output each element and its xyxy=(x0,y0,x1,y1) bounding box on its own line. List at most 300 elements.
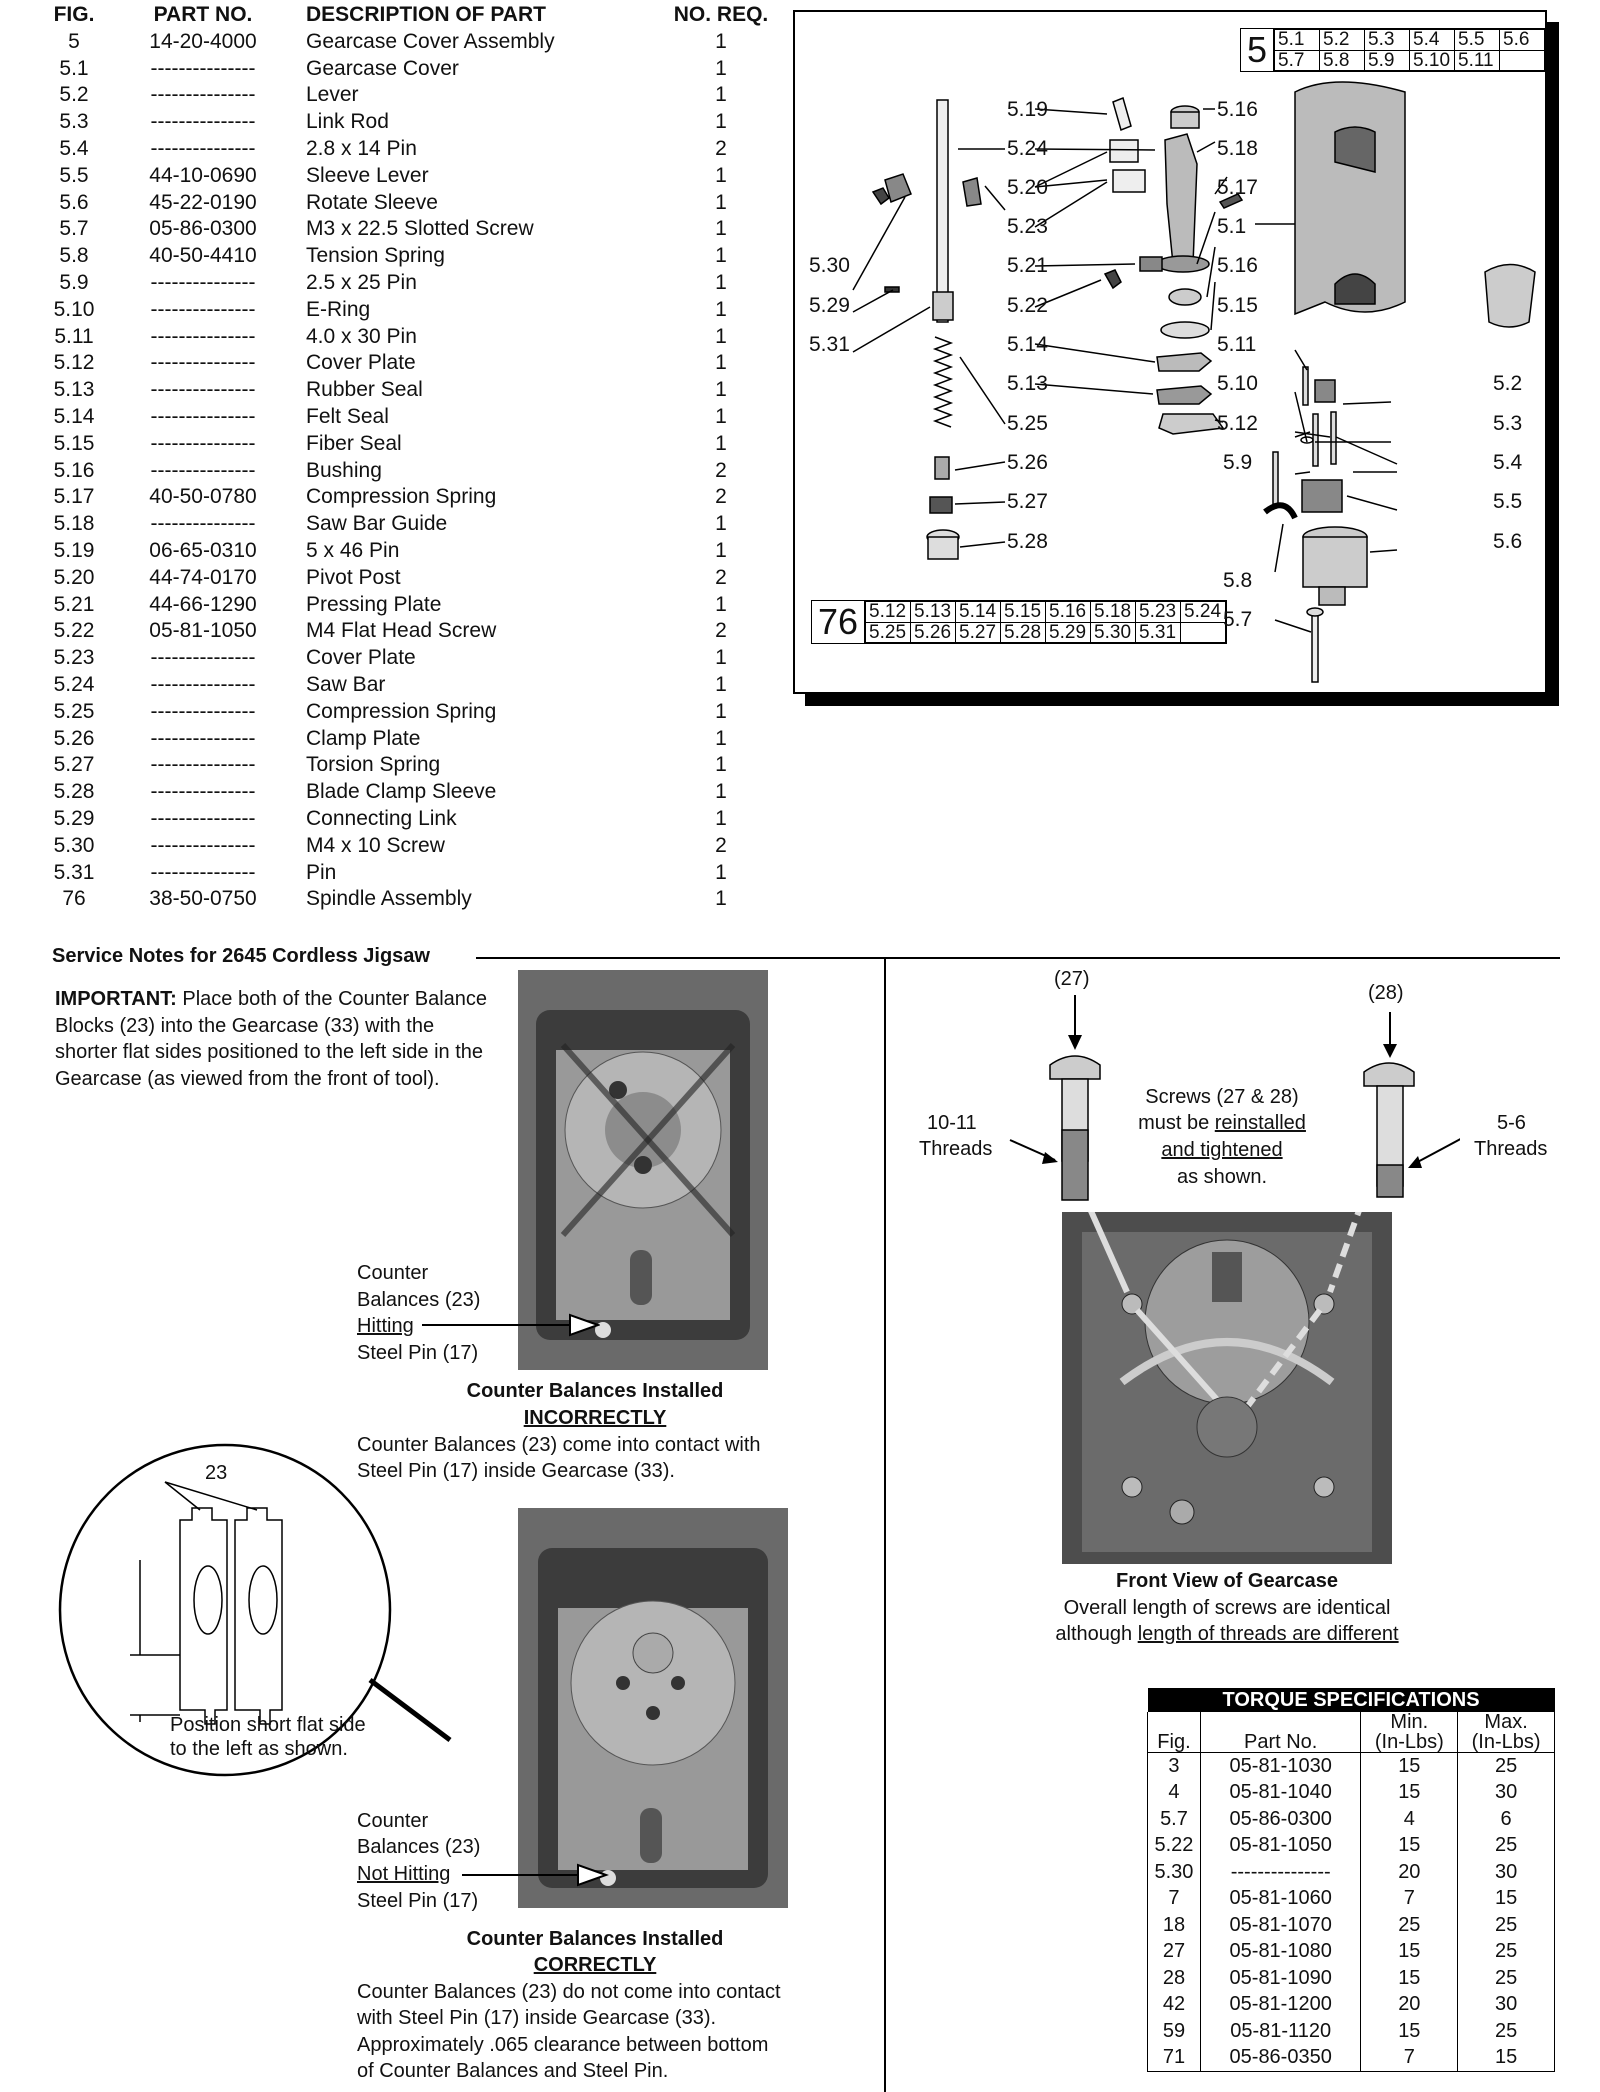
header-part-no: PART NO. xyxy=(153,3,253,26)
parts-list-row xyxy=(50,726,790,753)
screws-note-line3: and tightened xyxy=(1161,1139,1283,1161)
part-fig: 5.6 xyxy=(59,190,89,214)
part-number: --------------- xyxy=(150,110,256,134)
label-5-19: 5.19 xyxy=(1007,98,1048,121)
part-fig: 5.4 xyxy=(59,136,89,160)
part-number: --------------- xyxy=(150,136,256,160)
label-5-7: 5.7 xyxy=(1223,608,1253,631)
saw-bar-guide-part xyxy=(1165,134,1197,264)
part-quantity: 1 xyxy=(715,780,727,804)
torque-max: 6 xyxy=(1458,1806,1555,1833)
part-description: Fiber Seal xyxy=(306,431,402,455)
label-5-28: 5.28 xyxy=(1007,530,1048,553)
torque-header-fig: Fig. xyxy=(1148,1712,1201,1753)
part-quantity: 1 xyxy=(715,592,727,616)
torque-fig: 59 xyxy=(1148,2018,1201,2045)
torque-part-no: 05-86-0350 xyxy=(1200,2045,1361,2072)
parts-list-row xyxy=(50,270,790,297)
torque-min: 25 xyxy=(1361,1912,1458,1939)
torque-row xyxy=(1148,1780,1555,1807)
correct-caption-text3: Approximately .065 clearance between bottom xyxy=(357,2034,769,2056)
torque-header-min-line1: Min. xyxy=(1390,1711,1429,1733)
front-view-line2a: although xyxy=(1055,1623,1138,1645)
torque-fig: 4 xyxy=(1148,1780,1201,1807)
label-5-3: 5.3 xyxy=(1493,412,1523,435)
part-fig: 5.3 xyxy=(59,110,89,134)
torque-row xyxy=(1148,1859,1555,1886)
saw-bar-part xyxy=(937,100,948,322)
part-quantity: 1 xyxy=(715,270,727,294)
torque-max: 30 xyxy=(1458,1780,1555,1807)
part-fig: 5.16 xyxy=(53,458,95,482)
parts-list-rows xyxy=(50,29,790,913)
right-thread-line1: 5-6 xyxy=(1497,1112,1526,1134)
part-description: Gearcase Cover Assembly xyxy=(306,29,555,53)
screws-note-line4: as shown. xyxy=(1176,1166,1268,1188)
part-quantity: 1 xyxy=(715,404,727,428)
parts-list-row xyxy=(50,297,790,324)
label-5-18: 5.18 xyxy=(1217,137,1258,160)
kit-cell xyxy=(1500,50,1545,71)
part-fig: 5.21 xyxy=(53,592,95,616)
torque-part-no: 05-81-1080 xyxy=(1200,1939,1361,1966)
part-quantity: 1 xyxy=(715,351,727,375)
incorrect-callout-line3: Hitting xyxy=(357,1315,414,1337)
label-5-16b: 5.16 xyxy=(1217,254,1258,277)
label-5-24: 5.24 xyxy=(1007,137,1048,160)
part-description: E-Ring xyxy=(306,297,371,321)
parts-list-row xyxy=(50,672,790,699)
lever-part xyxy=(1485,265,1535,328)
parts-list-row xyxy=(50,538,790,565)
part-fig: 5.12 xyxy=(53,351,95,375)
torque-header-min-line2: (In-Lbs) xyxy=(1374,1731,1444,1753)
part-description: 2.8 x 14 Pin xyxy=(306,136,417,160)
label-5-20: 5.20 xyxy=(1007,176,1048,199)
part-quantity: 1 xyxy=(715,297,727,321)
part-fig: 5.24 xyxy=(53,672,95,696)
part-number: 44-10-0690 xyxy=(149,163,257,187)
part-number: 05-81-1050 xyxy=(149,619,257,643)
label-5-12: 5.12 xyxy=(1217,412,1258,435)
screws-note-line2 xyxy=(1112,1110,1332,1137)
part-description: 2.5 x 25 Pin xyxy=(306,270,417,294)
part-fig: 5 xyxy=(68,29,80,53)
kit-cell: 5.26 xyxy=(911,622,956,643)
part-number: --------------- xyxy=(150,270,256,294)
torque-row xyxy=(1148,1992,1555,2019)
torque-part-no: 05-81-1120 xyxy=(1200,2018,1361,2045)
parts-list-row xyxy=(50,216,790,243)
kit-cell: 5.9 xyxy=(1365,50,1410,71)
section-divider-horizontal xyxy=(476,957,1560,959)
part-description: Rotate Sleeve xyxy=(306,190,438,214)
torque-row xyxy=(1148,1806,1555,1833)
part-fig: 5.19 xyxy=(53,538,95,562)
part-number: --------------- xyxy=(150,351,256,375)
torque-max: 15 xyxy=(1458,2045,1555,2072)
part-quantity: 1 xyxy=(715,163,727,187)
part-fig: 5.14 xyxy=(53,404,95,428)
parts-list-header xyxy=(50,2,790,29)
parts-list-row xyxy=(50,109,790,136)
part-quantity: 2 xyxy=(715,136,727,160)
parts-list xyxy=(50,2,790,913)
incorrect-caption-title: Counter Balances Installed xyxy=(466,1380,724,1402)
torque-max: 25 xyxy=(1458,1753,1555,1780)
parts-list-row xyxy=(50,511,790,538)
part-description: Cover Plate xyxy=(306,351,416,375)
correct-callout-line1: Counter xyxy=(357,1810,429,1832)
part-number: 05-86-0300 xyxy=(149,217,257,241)
part-quantity: 1 xyxy=(715,110,727,134)
part-quantity: 2 xyxy=(715,565,727,589)
torque-header-min xyxy=(1361,1712,1458,1753)
part-quantity: 1 xyxy=(715,324,727,348)
header-description: DESCRIPTION OF PART xyxy=(306,3,546,26)
correct-callout-arrow xyxy=(460,1860,610,1890)
part-quantity: 2 xyxy=(715,458,727,482)
part-quantity: 1 xyxy=(715,646,727,670)
parts-list-row xyxy=(50,243,790,270)
part-quantity: 1 xyxy=(715,378,727,402)
kit-cell: 5.4 xyxy=(1410,30,1455,51)
part-quantity: 1 xyxy=(715,512,727,536)
torque-row xyxy=(1148,1912,1555,1939)
part-fig: 5.20 xyxy=(53,565,95,589)
part-quantity: 1 xyxy=(715,83,727,107)
kit-cell: 5.28 xyxy=(1001,622,1046,643)
parts-list-row xyxy=(50,377,790,404)
part-fig: 5.11 xyxy=(54,324,94,348)
detail-note-line2: to the left as shown. xyxy=(170,1738,348,1760)
torque-max: 25 xyxy=(1458,1833,1555,1860)
part-quantity: 1 xyxy=(715,726,727,750)
part-fig: 5.22 xyxy=(53,619,95,643)
kit-5-table xyxy=(1240,28,1546,72)
kit-cell: 5.30 xyxy=(1091,622,1136,643)
part-description: Pin xyxy=(306,860,337,884)
exploded-view-box xyxy=(793,10,1547,694)
detail-number: 23 xyxy=(205,1462,228,1484)
correct-caption-text2: with Steel Pin (17) inside Gearcase (33). xyxy=(357,2007,717,2029)
kit-cell: 5.12 xyxy=(866,602,911,623)
label-5-22: 5.22 xyxy=(1007,294,1048,317)
torque-fig: 5.30 xyxy=(1148,1859,1201,1886)
part-number: 44-66-1290 xyxy=(149,592,257,616)
torque-part-no: 05-81-1090 xyxy=(1200,1965,1361,1992)
part-number: --------------- xyxy=(150,672,256,696)
correct-callout-line2: Balances (23) xyxy=(357,1836,481,1858)
detail-note-line1: Position short flat side xyxy=(170,1714,366,1736)
part-fig: 5.15 xyxy=(53,431,95,455)
right-thread-line2: Threads xyxy=(1474,1138,1548,1160)
part-number: --------------- xyxy=(150,56,256,80)
label-5-21: 5.21 xyxy=(1007,254,1048,277)
torque-min: 20 xyxy=(1361,1859,1458,1886)
torque-max: 25 xyxy=(1458,2018,1555,2045)
part-fig: 76 xyxy=(62,887,86,911)
kit-cell: 5.15 xyxy=(1001,602,1046,623)
torque-min: 20 xyxy=(1361,1992,1458,2019)
screws-note-line2b: reinstalled xyxy=(1214,1112,1306,1134)
part-number: --------------- xyxy=(150,860,256,884)
parts-list-row xyxy=(50,779,790,806)
torque-min: 15 xyxy=(1361,1833,1458,1860)
part-quantity: 1 xyxy=(715,29,727,53)
part-description: Cover Plate xyxy=(306,646,416,670)
part-quantity: 1 xyxy=(715,699,727,723)
header-no-req: NO. REQ. xyxy=(673,3,769,26)
parts-list-row xyxy=(50,484,790,511)
part-number: --------------- xyxy=(150,512,256,536)
part-number: 06-65-0310 xyxy=(149,538,257,562)
label-5-14: 5.14 xyxy=(1007,333,1048,356)
torque-specifications-table xyxy=(1147,1688,1555,2072)
torque-fig: 27 xyxy=(1148,1939,1201,1966)
kit-cell: 5.7 xyxy=(1275,50,1320,71)
torque-part-no: 05-81-1030 xyxy=(1200,1753,1361,1780)
part-fig: 5.9 xyxy=(59,270,89,294)
torque-min: 15 xyxy=(1361,1753,1458,1780)
part-number: 44-74-0170 xyxy=(149,565,257,589)
kit-cell: 5.14 xyxy=(956,602,1001,623)
part-number: --------------- xyxy=(150,378,256,402)
kit-cell: 5.29 xyxy=(1046,622,1091,643)
kit-cell: 5.13 xyxy=(911,602,956,623)
part-fig: 5.27 xyxy=(53,753,95,777)
kit-cell: 5.18 xyxy=(1091,602,1136,623)
part-number: --------------- xyxy=(150,404,256,428)
torque-row xyxy=(1148,1833,1555,1860)
front-view-line1: Overall length of screws are identical xyxy=(1063,1597,1391,1619)
correct-callout-line3: Not Hitting xyxy=(357,1863,451,1885)
kit-cell: 5.23 xyxy=(1136,602,1181,623)
part-quantity: 1 xyxy=(715,887,727,911)
incorrect-callout-line4: Steel Pin (17) xyxy=(357,1342,479,1364)
kit-cell: 5.6 xyxy=(1500,30,1545,51)
correct-callout-line4: Steel Pin (17) xyxy=(357,1890,479,1912)
part-description: Torsion Spring xyxy=(306,753,441,777)
part-number: --------------- xyxy=(150,753,256,777)
torque-row xyxy=(1148,1939,1555,1966)
kit-cell: 5.16 xyxy=(1046,602,1091,623)
part-quantity: 2 xyxy=(715,619,727,643)
section-divider-vertical xyxy=(884,957,886,2092)
parts-list-row xyxy=(50,886,790,913)
label-5-26: 5.26 xyxy=(1007,451,1048,474)
part-number: 40-50-0780 xyxy=(149,485,257,509)
correct-caption-title: Counter Balances Installed xyxy=(466,1928,724,1950)
left-thread-line1: 10-11 xyxy=(927,1112,977,1134)
incorrect-caption-text2: Steel Pin (17) inside Gearcase (33). xyxy=(357,1460,675,1482)
parts-list-row xyxy=(50,431,790,458)
part-description: M3 x 22.5 Slotted Screw xyxy=(306,217,534,241)
parts-list-row xyxy=(50,190,790,217)
torque-fig: 3 xyxy=(1148,1753,1201,1780)
torque-max: 25 xyxy=(1458,1939,1555,1966)
part-quantity: 2 xyxy=(715,833,727,857)
front-view-line2 xyxy=(1022,1621,1432,1648)
parts-list-row xyxy=(50,56,790,83)
label-5-15: 5.15 xyxy=(1217,294,1258,317)
incorrect-caption-word: INCORRECTLY xyxy=(523,1407,667,1429)
parts-list-row xyxy=(50,82,790,109)
label-5-31: 5.31 xyxy=(809,333,850,356)
parts-list-row xyxy=(50,565,790,592)
part-fig: 5.13 xyxy=(53,378,95,402)
incorrect-caption-text1: Counter Balances (23) come into contact with xyxy=(357,1434,761,1456)
kit-cell: 5.5 xyxy=(1455,30,1500,51)
screws-note-line1: Screws (27 & 28) xyxy=(1145,1086,1299,1108)
torque-row xyxy=(1148,1886,1555,1913)
torque-fig: 71 xyxy=(1148,2045,1201,2072)
part-number: 14-20-4000 xyxy=(149,29,257,53)
torque-max: 30 xyxy=(1458,1992,1555,2019)
parts-list-row xyxy=(50,833,790,860)
part-number: --------------- xyxy=(150,780,256,804)
part-quantity: 1 xyxy=(715,538,727,562)
part-quantity: 1 xyxy=(715,431,727,455)
kit-cell: 5.10 xyxy=(1410,50,1455,71)
torque-part-no: 05-81-1060 xyxy=(1200,1886,1361,1913)
torque-min: 15 xyxy=(1361,1780,1458,1807)
important-label: IMPORTANT: xyxy=(55,988,177,1010)
torque-min: 7 xyxy=(1361,1886,1458,1913)
part-description: Gearcase Cover xyxy=(306,56,459,80)
label-5-9: 5.9 xyxy=(1223,451,1253,474)
part-fig: 5.25 xyxy=(53,699,95,723)
part-description: Bushing xyxy=(306,458,382,482)
kit-76-number: 76 xyxy=(812,601,865,643)
part-fig: 5.17 xyxy=(53,485,95,509)
label-5-8: 5.8 xyxy=(1223,569,1253,592)
kit-cell xyxy=(1181,622,1226,643)
kit-cell: 5.8 xyxy=(1320,50,1365,71)
torque-row xyxy=(1148,1965,1555,1992)
kit-cell: 5.25 xyxy=(866,622,911,643)
part-description: Connecting Link xyxy=(306,806,457,830)
label-5-25: 5.25 xyxy=(1007,412,1048,435)
torque-header-part-no: Part No. xyxy=(1200,1712,1361,1753)
part-fig: 5.1 xyxy=(59,56,89,80)
torque-min: 15 xyxy=(1361,1965,1458,1992)
torque-header-max-line2: (In-Lbs) xyxy=(1471,1731,1541,1753)
part-quantity: 1 xyxy=(715,860,727,884)
torque-row xyxy=(1148,2018,1555,2045)
part-description: Rubber Seal xyxy=(306,378,423,402)
part-quantity: 1 xyxy=(715,190,727,214)
label-5-29: 5.29 xyxy=(809,294,850,317)
part-fig: 5.7 xyxy=(59,217,89,241)
part-description: Spindle Assembly xyxy=(306,887,472,911)
label-5-17: 5.17 xyxy=(1217,176,1258,199)
parts-list-row xyxy=(50,860,790,887)
part-description: Clamp Plate xyxy=(306,726,421,750)
kit-76-table xyxy=(811,600,1227,644)
compression-spring-part xyxy=(935,337,951,427)
part-fig: 5.28 xyxy=(53,780,95,804)
part-number: 45-22-0190 xyxy=(149,190,257,214)
torque-row xyxy=(1148,2045,1555,2072)
parts-list-row xyxy=(50,458,790,485)
part-fig: 5.26 xyxy=(53,726,95,750)
kit-cell: 5.31 xyxy=(1136,622,1181,643)
part-fig: 5.30 xyxy=(53,833,95,857)
torque-part-no: 05-81-1050 xyxy=(1200,1833,1361,1860)
part-fig: 5.29 xyxy=(53,806,95,830)
important-text: Place both of the Counter Balance Blocks (23) into the Gearcase (33) with the shorter flat sides positioned to the left side in the Gearcase (as viewed from the front of tool). xyxy=(55,988,488,1090)
part-number: --------------- xyxy=(150,646,256,670)
part-fig: 5.10 xyxy=(53,297,95,321)
part-number: --------------- xyxy=(150,726,256,750)
torque-min: 15 xyxy=(1361,2018,1458,2045)
parts-list-row xyxy=(50,324,790,351)
exploded-view-drawing xyxy=(795,12,1545,692)
part-quantity: 1 xyxy=(715,217,727,241)
kit-cell: 5.24 xyxy=(1181,602,1226,623)
label-5-6: 5.6 xyxy=(1493,530,1523,553)
torque-max: 15 xyxy=(1458,1886,1555,1913)
label-5-27: 5.27 xyxy=(1007,490,1048,513)
torque-part-no: 05-81-1070 xyxy=(1200,1912,1361,1939)
part-description: Saw Bar xyxy=(306,672,386,696)
incorrect-callout-line2: Balances (23) xyxy=(357,1289,481,1311)
screw-27-label: (27) xyxy=(1054,968,1090,990)
parts-list-row xyxy=(50,806,790,833)
kit-cell: 5.1 xyxy=(1275,30,1320,51)
rotate-sleeve-part xyxy=(1303,537,1367,587)
screws-note-line2a: must be xyxy=(1138,1112,1215,1134)
part-description: Saw Bar Guide xyxy=(306,512,448,536)
part-number: --------------- xyxy=(150,83,256,107)
part-number: --------------- xyxy=(150,324,256,348)
part-quantity: 1 xyxy=(715,806,727,830)
torque-part-no: 05-86-0300 xyxy=(1200,1806,1361,1833)
torque-fig: 5.7 xyxy=(1148,1806,1201,1833)
part-description: Link Rod xyxy=(306,110,389,134)
part-number: --------------- xyxy=(150,833,256,857)
torque-fig: 18 xyxy=(1148,1912,1201,1939)
part-fig: 5.18 xyxy=(53,512,95,536)
left-thread-line2: Threads xyxy=(919,1138,993,1160)
part-number: --------------- xyxy=(150,458,256,482)
part-fig: 5.31 xyxy=(53,860,95,884)
part-quantity: 2 xyxy=(715,485,727,509)
part-number: --------------- xyxy=(150,297,256,321)
torque-header-max xyxy=(1458,1712,1555,1753)
torque-row xyxy=(1148,1753,1555,1780)
part-description: Felt Seal xyxy=(306,404,389,428)
torque-part-no: --------------- xyxy=(1200,1859,1361,1886)
torque-fig: 7 xyxy=(1148,1886,1201,1913)
parts-list-row xyxy=(50,699,790,726)
screw-28-label: (28) xyxy=(1368,982,1404,1004)
gearcase-front-photo xyxy=(1062,1212,1392,1564)
part-description: M4 x 10 Screw xyxy=(306,833,445,857)
torque-min: 4 xyxy=(1361,1806,1458,1833)
correct-caption-text1: Counter Balances (23) do not come into contact xyxy=(357,1981,781,2003)
parts-list-row xyxy=(50,163,790,190)
label-5-2: 5.2 xyxy=(1493,372,1523,395)
correct-caption-word: CORRECTLY xyxy=(533,1954,657,1976)
parts-list-row xyxy=(50,350,790,377)
part-quantity: 1 xyxy=(715,672,727,696)
part-quantity: 1 xyxy=(715,753,727,777)
torque-max: 25 xyxy=(1458,1912,1555,1939)
part-description: 4.0 x 30 Pin xyxy=(306,324,417,348)
part-fig: 5.2 xyxy=(59,83,89,107)
